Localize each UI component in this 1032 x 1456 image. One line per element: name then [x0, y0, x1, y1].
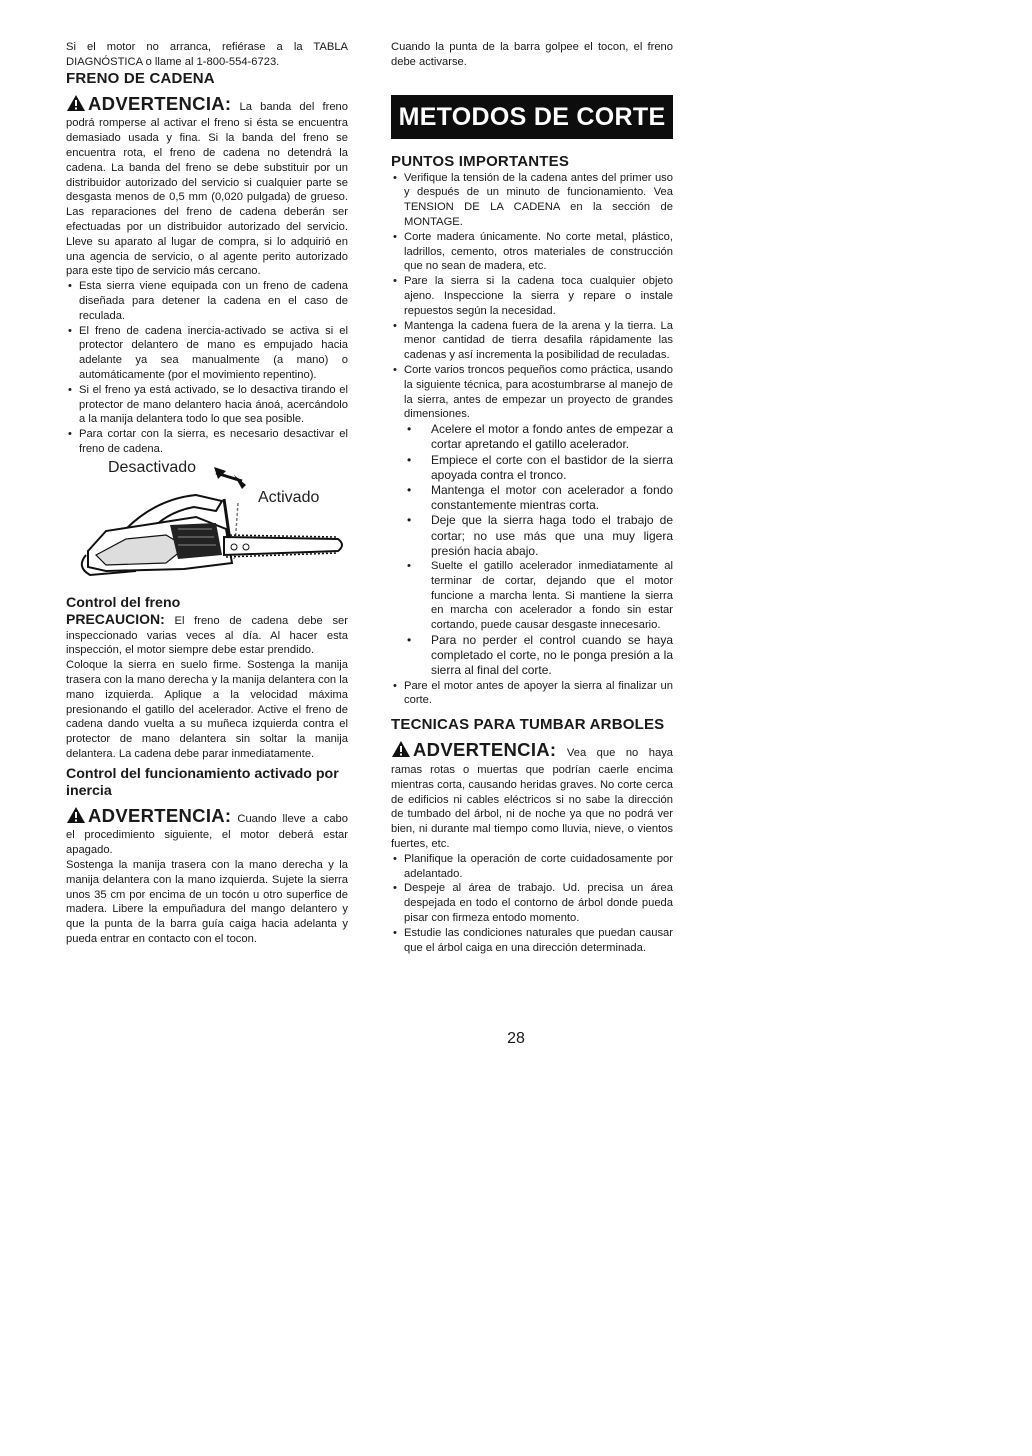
chainsaw-illustration: [66, 459, 348, 595]
list-item: • Planifique la operación de corte cuidadosamente por adelantado.: [391, 852, 673, 882]
list-item: • Pare el motor antes de apoyer la sierra al finalizar un corte.: [391, 679, 673, 709]
right-column: [391, 40, 673, 955]
list-item: • Corte varios troncos pequeños como práctica, usando la siguiente técnica, para acostumbrarse al manejo de la sierra, antes de empezar un proyecto de grandes dimensiones.: [391, 363, 673, 422]
list-item: • Estudie las condiciones naturales que puedan causar que el árbol caiga en una dirección determinada.: [391, 926, 673, 956]
list-item: • Para no perder el control cuando se haya completado el corte, no le ponga presión a la sierra al final del corte.: [391, 633, 673, 679]
label-desactivado: Desactivado: [108, 458, 197, 476]
puntos-heading: PUNTOS IMPORTANTES: [391, 152, 570, 170]
list-item: • Acelere el motor a fondo antes de empezar a cortar apretando el gatillo acelerador.: [391, 422, 673, 452]
list-item: • Para cortar con la sierra, es necesario desactivar el freno de cadena.: [66, 427, 348, 457]
list-item: • Verifique la tensión de la cadena antes del primer uso y después de un minuto de funcionamiento. Vea TENSION DE LA CADENA en la sección de MONTAGE.: [391, 171, 673, 230]
warning-text: Cuando lleve a cabo el procedimiento siguiente, el motor deberá estar apagado.: [66, 812, 348, 857]
precaucion-label: PRECAUCION:: [66, 610, 165, 627]
left-column: [66, 40, 348, 947]
warning-label: ADVERTENCIA:: [88, 804, 232, 826]
list-item: • Pare la sierra si la cadena toca cualquier objeto ajeno. Inspeccione la sierra y repare o instale repuestos según la necesidad.: [391, 274, 673, 318]
warning-triangle-icon: [66, 806, 86, 829]
warning-text: Vea que no haya ramas rotas o muertas que podrían caerle encima mientras corta, causando heridas graves. No corte cerca de edificios ni cables eléctricos si no sabe la dirección de tumbado del árbol, ni de noche ya que no podrá ver bien, ni durante mal tiempo como lluvia, nieve, o vientos fuertes, etc.: [391, 747, 674, 850]
control-heading: Control del freno: [66, 594, 181, 611]
tecnicas-list: [391, 852, 673, 956]
warning-text: La banda del freno podrá romperse al activar el freno si ésta se encuentra demasiado usada y fina. Si la banda del freno se encuentra rota, el freno de cadena no detendrá la cadena. La banda del freno se debe substituir por un distribuidor autorizado del servicio si cualquier parte se desgasta menos de 0,5 mm (0,020 pulgada) de grueso. Las reparaciones del freno de cadena deberán ser efectuadas por un distribuidor autorizado del servicio. Lleve su aparato al lugar de compra, si lo adquirió en una agencia de servicio, o al agente perito autorizado para este tipo de servicio más cercano.: [66, 100, 348, 278]
list-item: • Deje que la sierra haga todo el trabajo de cortar; no use más que una muy ligera presión hacia abajo.: [391, 513, 673, 559]
warning-block-2: [66, 806, 348, 858]
continuation-text: Cuando la punta de la barra golpee el tocon, el freno debe activarse.: [391, 41, 673, 68]
list-item: • Mantenga el motor con acelerador a fondo constantemente mientras corta.: [391, 483, 673, 513]
label-activado: Activado: [258, 488, 320, 506]
warning-block-1: [66, 94, 348, 280]
final-bullet-list: [391, 679, 673, 709]
list-item: • Empiece el corte con el bastidor de la sierra apoyada contra el tronco.: [391, 453, 673, 483]
puntos-list: [391, 171, 673, 423]
list-item: • Si el freno ya está activado, se lo desactiva tirando el protector de mano delantero hacia ánoá, acercándolo a la manija delantera todo lo que sea posible.: [66, 383, 348, 427]
list-item: • Mantenga la cadena fuera de la arena y la tierra. La menor cantidad de tierra desafila rápidamente las cadenas y así incrementa la posibilidad de reculadas.: [391, 319, 673, 363]
intro-text: Si el motor no arranca, refiérase a la TABLA DIAGNÓSTICA o llame al 1-800-554-6723.: [66, 41, 348, 68]
freno-heading: FRENO DE CADENA: [66, 69, 215, 87]
inercia-heading: Control del funcionamiento activado por inercia: [66, 765, 339, 799]
precaucion-text: El freno de cadena debe ser inspeccionado varias veces al día. Al hacer esta inspección, el motor siempre debe estar prendido.: [66, 614, 348, 657]
technique-sublist: [391, 422, 673, 678]
list-item: • Corte madera únicamente. No corte metal, plástico, ladrillos, cemento, otros materiales de construcción que no sean de madera, etc.: [391, 230, 673, 274]
warning-label: ADVERTENCIA:: [413, 739, 557, 761]
freno-bullets: [66, 279, 348, 457]
control-text: Coloque la sierra en suelo firme. Sostenga la manija trasera con la mano derecha y la manija delantera con la mano izquierda. Aplique a la velocidad máxima presionando el gatillo del acelerador. Active el freno de cadena dando vuelta a su muñeca izquierda contra el protector de mano delantera sin soltar la manija delantera. La cadena debe parar inmediatamente.: [66, 659, 348, 760]
page-number: 28: [507, 1030, 525, 1047]
list-item: • El freno de cadena inercia-activado se activa si el protector delantero de mano es empujado hacia adelante ya sea manualmente (a mano) o automáticamente (por el movimiento repentino).: [66, 324, 348, 383]
warning-triangle-icon: [66, 94, 86, 117]
warning-triangle-icon: [391, 740, 411, 763]
inercia-text: Sostenga la manija trasera con la mano derecha y la manija delantera con la mano izquierda. Sujete la sierra unos 35 cm por encima de un tocón u otro superfice de madera. Libere la empuñadura del mango delantero y que la punta de la barra guía caiga hacia adelanta y pueda entrar en contacto con el tocon.: [66, 859, 348, 946]
list-item: • Despeje al área de trabajo. Ud. precisa un área despejada en todo el contorno de árbol donde pueda pisar con firmeza entodo momento.: [391, 881, 673, 925]
section-banner: METODOS DE CORTE: [391, 95, 673, 139]
chain-brake-figure: [66, 459, 348, 595]
tecnicas-heading: TECNICAS PARA TUMBAR ARBOLES: [391, 716, 665, 734]
warning-block-3: [391, 740, 673, 852]
warning-label: ADVERTENCIA:: [88, 92, 232, 114]
list-item: • Suelte el gatillo acelerador inmediatamente al terminar de cortar, dejando que el motor funcione a marcha lenta. Si mantiene la sierra en marcha con acelerador a fondo sin estar cortando, puede causar desgaste innecesario.: [391, 559, 673, 633]
list-item: • Esta sierra viene equipada con un freno de cadena diseñada para detener la cadena en el caso de reculada.: [66, 279, 348, 323]
